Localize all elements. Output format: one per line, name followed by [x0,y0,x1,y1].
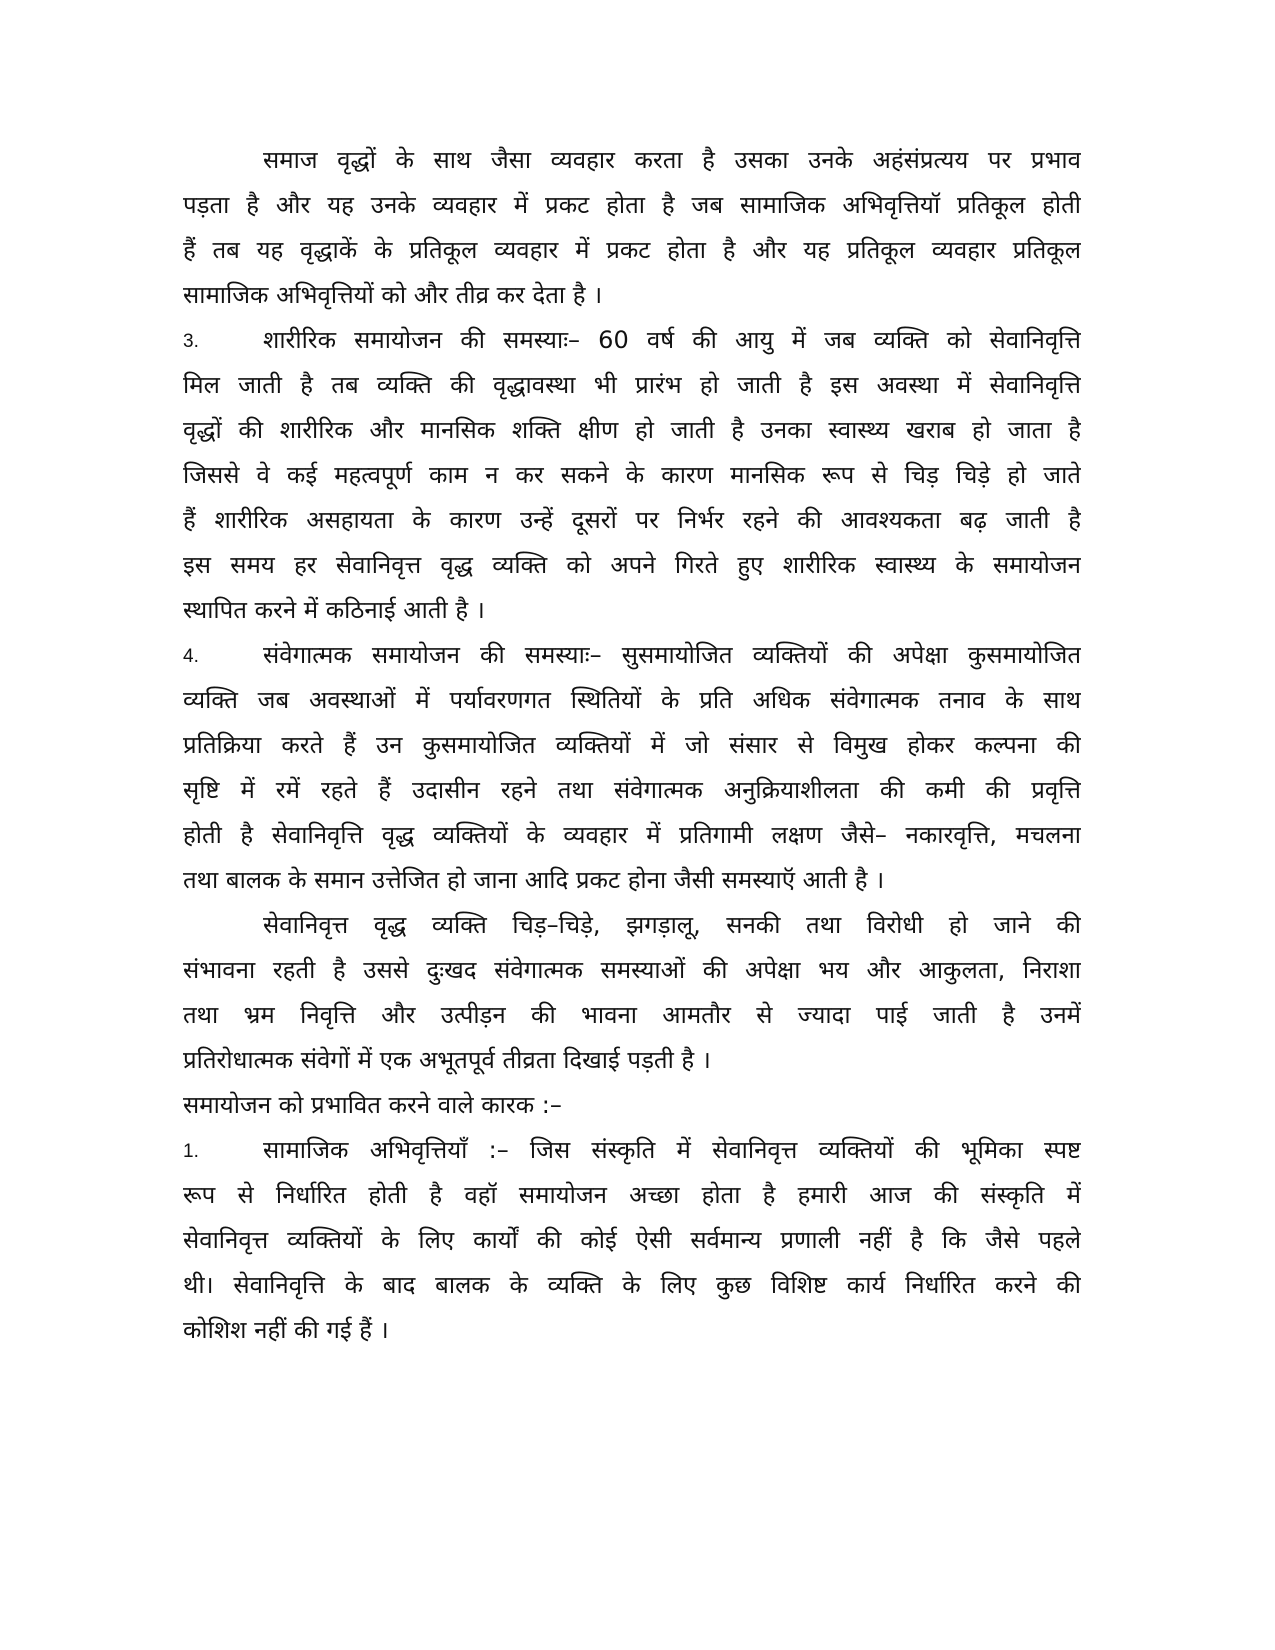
paragraph-line: शारीरिक समायोजन की समस्याः– 60 वर्ष की आयु में जब व्यक्ति को सेवानिवृत्ति [263,326,1081,354]
paragraph-line: व्यक्ति जब अवस्थाओं में पर्यावरणगत स्थितियों के प्रति अधिक संवेगात्मक तनाव के साथ [183,686,1081,714]
paragraph-line: प्रतिक्रिया करते हैं उन कुसमायोजित व्यक्तियों में जो संसार से विमुख होकर कल्पना की [183,731,1081,759]
paragraph-line: समाज वृद्धों के साथ जैसा व्यवहार करता है उसका उनके अहंसंप्रत्यय पर प्रभाव [263,146,1081,174]
paragraph-line: सृष्टि में रमें रहते हैं उदासीन रहने तथा संवेगात्मक अनुक्रियाशीलता की कमी की प्रवृत्ति [183,776,1081,804]
paragraph-line: रूप से निर्धारित होती है वहॉ समायोजन अच्छा होता है हमारी आज की संस्कृति में [183,1181,1081,1209]
paragraph-line: सेवानिवृत्त व्यक्तियों के लिए कार्यों की कोई ऐसी सर्वमान्य प्रणाली नहीं है कि जैसे पहले [183,1226,1081,1254]
paragraph-line: संवेगात्मक समायोजन की समस्याः– सुसमायोजित व्यक्तियों की अपेक्षा कुसमायोजित [263,641,1081,669]
paragraph-line: हैं तब यह वृद्धाकें के प्रतिकूल व्यवहार में प्रकट होता है और यह प्रतिकूल व्यवहार प्रतिकूल [183,236,1081,264]
list-number: 3. [183,331,199,352]
paragraph-line: पड़ता है और यह उनके व्यवहार में प्रकट होता है जब सामाजिक अभिवृत्तियॉ प्रतिकूल होती [183,191,1081,219]
paragraph-line: हैं शारीरिक असहायता के कारण उन्हें दूसरों पर निर्भर रहने की आवश्यकता बढ़ जाती है [183,506,1081,534]
paragraph-line: तथा भ्रम निवृत्ति और उत्पीड़न की भावना आमतौर से ज्यादा पाई जाती है उनमें [183,1001,1081,1029]
list-number: 1. [183,1141,199,1162]
paragraph-line: मिल जाती है तब व्यक्ति की वृद्धावस्था भी प्रारंभ हो जाती है इस अवस्था में सेवानिवृत्ति [183,371,1081,399]
paragraph-line: सामाजिक अभिवृत्तियों को और तीव्र कर देता है । [183,281,603,309]
paragraph-line: थी। सेवानिवृत्ति के बाद बालक के व्यक्ति के लिए कुछ विशिष्ट कार्य निर्धारित करने की [183,1271,1081,1299]
paragraph-line: सेवानिवृत्त वृद्ध व्यक्ति चिड़–चिड़े, झगड़ालू, सनकी तथा विरोधी हो जाने की [263,911,1081,939]
paragraph-line: संभावना रहती है उससे दुःखद संवेगात्मक समस्याओं की अपेक्षा भय और आकुलता, निराशा [183,956,1081,984]
section-heading: समायोजन को प्रभावित करने वाले कारक :– [183,1091,562,1119]
paragraph-line: स्थापित करने में कठिनाई आती है । [183,596,485,624]
paragraph-line: सामाजिक अभिवृत्तियॉं :– जिस संस्कृति में सेवानिवृत्त व्यक्तियों की भूमिका स्पष्ट [263,1136,1081,1164]
paragraph-line: जिससे वे कई महत्वपूर्ण काम न कर सकने के कारण मानसिक रूप से चिड़ चिड़े हो जाते [183,461,1081,489]
paragraph-line: प्रतिरोधात्मक संवेगों में एक अभूतपूर्व तीव्रता दिखाई पड़ती है । [183,1046,711,1074]
paragraph-line: तथा बालक के समान उत्तेजित हो जाना आदि प्रकट होना जैसी समस्याऍ आती है । [183,866,885,894]
paragraph-line: होती है सेवानिवृत्ति वृद्ध व्यक्तियों के व्यवहार में प्रतिगामी लक्षण जैसे– नकारवृत्ति, मचलना [183,821,1081,849]
list-number: 4. [183,646,199,667]
paragraph-line: वृद्धों की शारीरिक और मानसिक शक्ति क्षीण हो जाती है उनका स्वास्थ्य खराब हो जाता है [183,416,1081,444]
paragraph-line: इस समय हर सेवानिवृत्त वृद्ध व्यक्ति को अपने गिरते हुए शारीरिक स्वास्थ्य के समायोजन [183,551,1081,579]
paragraph-line: कोशिश नहीं की गई हैं । [183,1316,389,1344]
